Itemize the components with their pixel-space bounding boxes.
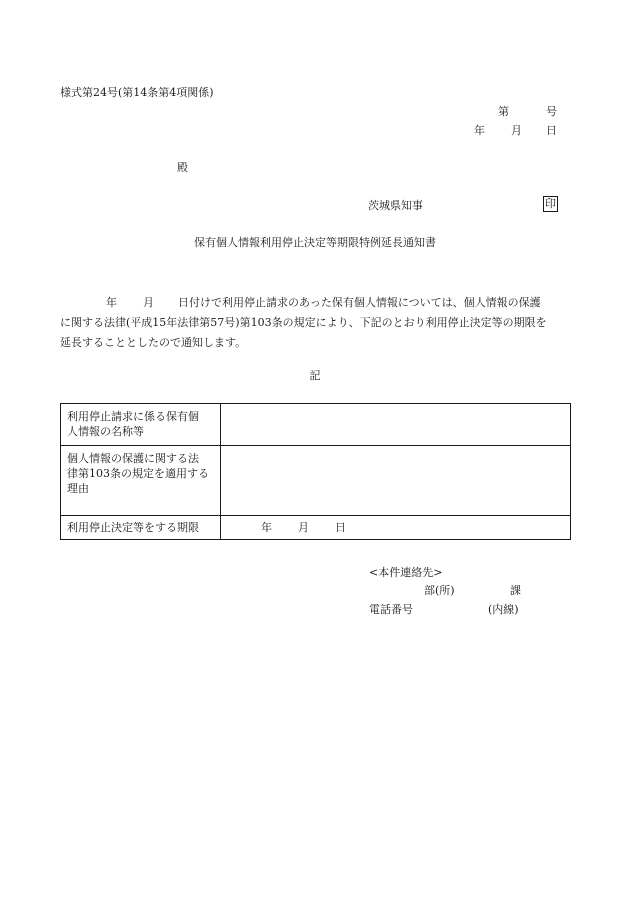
- table-row: [61, 446, 571, 516]
- detail-table: [60, 403, 571, 540]
- form-number: 様式第24号(第14条第4項関係): [60, 86, 214, 99]
- table-row: [61, 404, 571, 446]
- row-value-reason: [221, 446, 571, 516]
- body-paragraph: [60, 293, 580, 353]
- row-value-deadline: [221, 516, 571, 540]
- deadline-year: 年: [261, 521, 272, 534]
- row-label-deadline: 利用停止決定等をする期限: [61, 516, 221, 540]
- issue-date-month: 月: [511, 124, 522, 137]
- row-label-reason: 個人情報の保護に関する法 律第103条の規定を適用する 理由: [61, 446, 221, 516]
- contact-title: <本件連絡先>: [369, 566, 443, 579]
- contact-department: 部(所): [424, 584, 455, 597]
- body-month: 月: [143, 296, 154, 309]
- issue-date: [474, 125, 557, 136]
- issue-date-day: 日: [546, 124, 557, 137]
- deadline-day: 日: [335, 521, 346, 534]
- document-number-prefix: 第: [498, 105, 509, 118]
- body-year: 年: [106, 296, 117, 309]
- issue-date-year: 年: [474, 124, 485, 137]
- contact-phone-label: 電話番号: [369, 603, 413, 616]
- document-number-suffix: 号: [546, 105, 557, 118]
- deadline-month: 月: [298, 521, 309, 534]
- deadline-date: [221, 520, 570, 535]
- row-label-info-name: 利用停止請求に係る保有個 人情報の名称等: [61, 404, 221, 446]
- body-line-3: 延長することとしたので通知します。: [60, 336, 247, 349]
- body-line-2: に関する法律(平成15年法律第57号)第103条の規定により、下記のとおり利用停止決定等の期限を: [60, 316, 547, 329]
- contact-section: 課: [510, 584, 521, 597]
- document-title: 保有個人情報利用停止決定等期限特例延長通知書: [194, 236, 436, 249]
- body-line-1: [60, 293, 580, 313]
- ki-heading: 記: [309, 369, 321, 382]
- contact-extension: (内線): [488, 603, 519, 616]
- table-row: [61, 516, 571, 540]
- issuer-name: 茨城県知事: [368, 199, 423, 212]
- addressee-suffix: 殿: [177, 161, 188, 174]
- seal-mark: 印: [545, 197, 556, 210]
- row-value-info-name: [221, 404, 571, 446]
- body-line-1-rest: 日付けで利用停止請求のあった保有個人情報については、個人情報の保護: [178, 296, 541, 309]
